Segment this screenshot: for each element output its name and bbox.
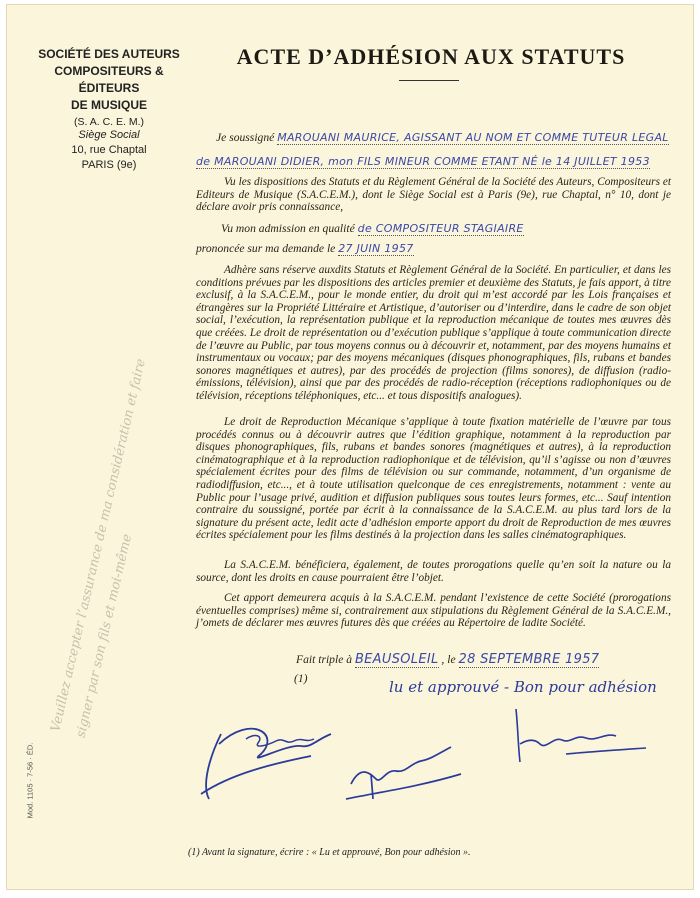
paragraph-reproduction-text: Le droit de Reproduction Mécanique s’applique à toute fixation matérielle de l’œuvre par tous procédés connus ou à découvrir autres que l’édition graphique, notamment à la reproduction par disques phonographiques, fils, rubans et bandes sonores (magnétiques et autres), à la reproduction cinématographique et à la reproduction radiophonique et de télévision, qu’il s’agisse ou non d’œuvres spécialement écrites pour des films de télévision ou sur commande, notamment, d’un organisme de radiodiffusion, etc..., et à toute utilisation quelconque de ces enregistrements, notamment : vente au Public pour l’usage privé, audition et diffusion publiques sous toutes leurs formes, etc... Sauf intention contraire du soussigné, portée par écrit à la connaissance de la S.A.C.E.M. au plus tard lors de la signature du présent acte, ledit acte d’adhésion emporte apport du droit de Reproduction de mes œuvres écrites spécialement pour les films destinés à la projection dans les salles cinématographiques. [196, 416, 671, 542]
paragraph-adhesion-text: Adhère sans réserve auxdits Statuts et Règlement Général de la Société. En particulier, et dans les conditions prévues par les dispositions des articles premier et deuxième des Statuts, je fais apport, à titre exclusif, à la S.A.C.E.M., pour le monde entier, du droit qui m’est accordé par les Lois françaises et étrangères sur la Propriété Littéraire et Artistique, d’autoriser ou d’interdire, dans le cadre de son objet social, l’exécution, la représentation publique et la reproduction mécanique de toutes mes œuvres dès que créées. Le droit de représentation ou d’exécution publique s’applique à toute communication directe de l’œuvre au Public, par tous moyens connus ou à découvrir et, notamment, par des moyens humains et instrumentaux ou vocaux; par des moyens mécaniques (disques phonographiques, fils, rubans et bandes sonores magnétiques et autres), par des procédés de projection (films sonores), de diffusion (radio-émissions, télévision), ainsi que par des procédés de radio-réception (réceptions radiophoniques ou de télévision, réceptions téléphoniques, etc... et tous dispositifs analogues). [196, 264, 671, 402]
declarant-prefix: Je soussigné [216, 131, 275, 144]
signature-right [506, 704, 656, 774]
place-prefix: Fait triple à [296, 653, 353, 666]
request-prefix: prononcée sur ma demande le [196, 242, 336, 255]
registered-office [34, 128, 184, 173]
signature-left [191, 704, 351, 814]
admission-prefix: Vu mon admission en qualité [221, 222, 355, 235]
paragraph-statutes-text: Vu les dispositions des Statuts et du Règlement Général de la Société des Auteurs, Compositeurs et Editeurs de Musique (S.A.C.E.M.), dont le Siège Social est à Paris (9e), rue Chaptal, n° 10, dont je déclare avoir pris connaissance, [196, 176, 671, 214]
declarant-handwritten-2: de MAROUANI DIDIER, mon FILS MINEUR COMME ETANT NÉ le 14 JUILLET 1953 [196, 155, 650, 168]
margin-note-faded: Veuillez accepter l’assurance de ma considération et faire signer par son fils et moi-même [48, 357, 149, 740]
org-abbreviation: (S. A. C. E. M.) [73, 116, 144, 128]
paragraph-statutes [196, 176, 671, 214]
declarant-line-2 [196, 155, 671, 168]
admission-line [221, 222, 671, 235]
paragraph-extensions [196, 559, 671, 584]
seat-label: Siège Social [78, 129, 140, 141]
footnote: (1) Avant la signature, écrire : « Lu et approuvé, Bon pour adhésion ». [188, 847, 471, 858]
paragraph-reproduction [196, 416, 671, 542]
footnote-marker: (1) [294, 672, 308, 685]
paragraph-adhesion [196, 264, 671, 403]
org-line-1: SOCIÉTÉ DES AUTEURS [38, 47, 180, 61]
admission-quality: de COMPOSITEUR STAGIAIRE [357, 222, 524, 235]
document-page [6, 4, 694, 890]
declarant-line-1 [216, 131, 671, 144]
paragraph-duration-text: Cet apport demeurera acquis à la S.A.C.E.M. pendant l’existence de cette Société (prorogations éventuelles comprises) même si, contrairement aux stipulations du Règlement Général de la S.A.C.E.M., j’omets de déclarer mes œuvres futures dès que créées au Répertoire de ladite Société. [196, 592, 671, 630]
seat-street: 10, rue Chaptal [71, 144, 147, 156]
signing-place: BEAUSOLEIL [354, 652, 439, 667]
signing-date: 28 SEPTEMBRE 1957 [458, 652, 600, 667]
organization-block [34, 46, 184, 131]
request-line [196, 242, 671, 255]
document-title: ACTE D’ADHÉSION AUX STATUTS [236, 44, 626, 69]
org-line-3: DE MUSIQUE [70, 98, 147, 112]
seat-city: PARIS (9e) [81, 159, 137, 171]
org-line-2: COMPOSITEURS & ÉDITEURS [54, 64, 164, 95]
approval-handwriting: lu et approuvé - Bon pour adhésion [389, 678, 657, 696]
paragraph-duration [196, 592, 671, 630]
date-prefix: , le [441, 653, 456, 666]
form-reference: Mod. 1105 · 7-56 · ÉD. [25, 742, 35, 819]
request-date: 27 JUIN 1957 [338, 242, 414, 255]
title-rule [399, 80, 459, 81]
signature-middle [341, 744, 481, 804]
signing-place-line [296, 652, 671, 667]
paragraph-extensions-text: La S.A.C.E.M. bénéficiera, également, de toutes prorogations quelle qu’en soit la nature ou la source, dont les droits en cause pourraient être l’objet. [196, 559, 671, 584]
declarant-handwritten-1: MAROUANI MAURICE, AGISSANT AU NOM ET COMME TUTEUR LEGAL [277, 131, 669, 144]
